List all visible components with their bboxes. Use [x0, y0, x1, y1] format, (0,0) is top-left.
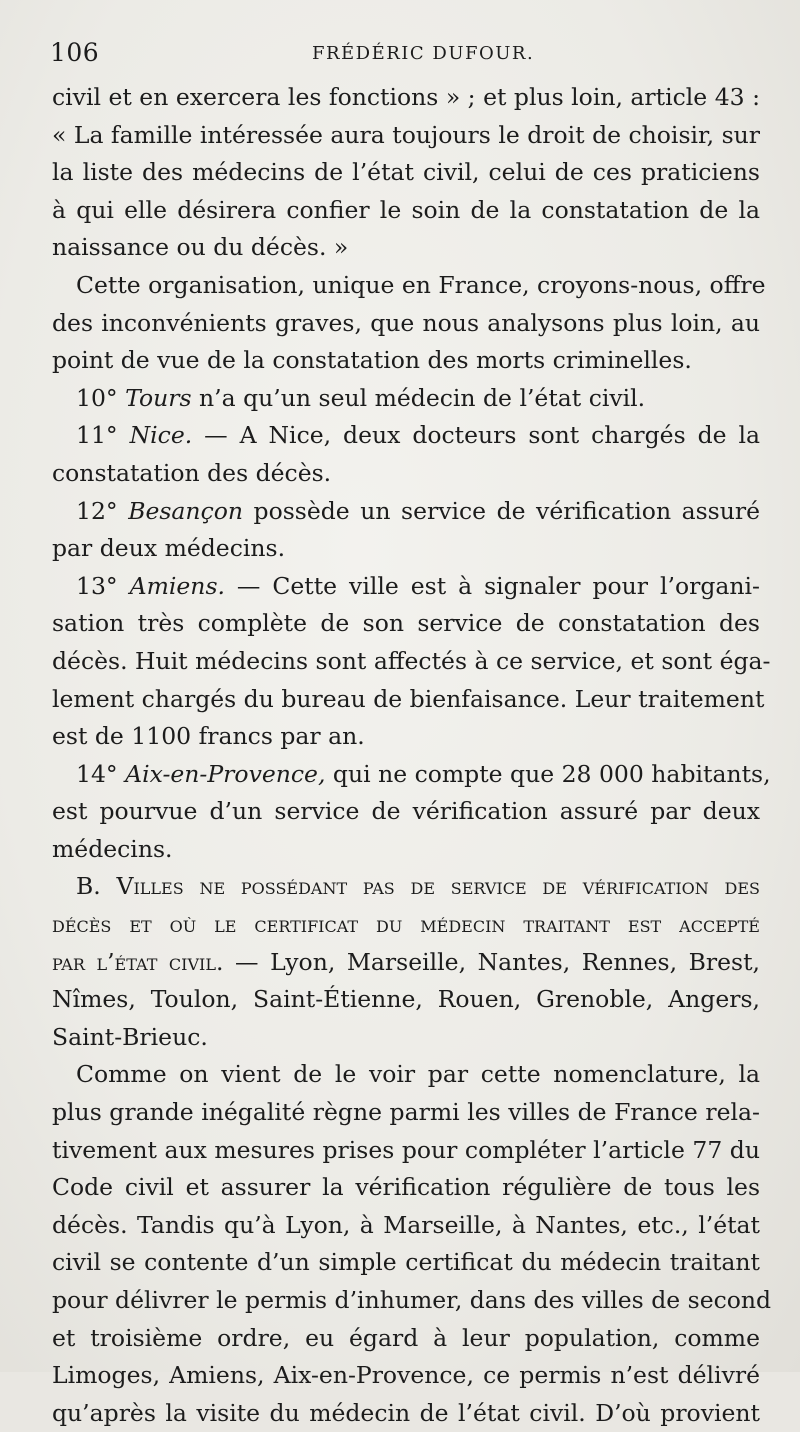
text-line: décès. Tandis qu’à Lyon, à Marseille, à Nantes, etc., l’état — [52, 1210, 760, 1239]
city-name: Nice. — [129, 421, 193, 450]
text-line: 13° Amiens. — Cette ville est à signaler pour l’organi- — [76, 571, 761, 600]
text-line: des inconvénients graves, que nous analysons plus loin, au — [52, 308, 760, 337]
text-line: « La famille intéressée aura toujours le droit de choisir, sur — [52, 120, 761, 149]
running-head: FRÉDÉRIC DUFOUR. — [312, 43, 535, 64]
text-line: par deux médecins. — [52, 534, 286, 563]
text-line: sation très complète de son service de constatation des — [52, 609, 760, 638]
city-name: Tours — [125, 383, 192, 412]
text-line: qu’après la visite du médecin de l’état civil. D’où provient — [52, 1398, 760, 1427]
text-line: 10° Tours n’a qu’un seul médecin de l’état civil. — [76, 383, 646, 412]
text-line: point de vue de la constatation des morts criminelles. — [52, 346, 692, 375]
text-line: médecins. — [52, 834, 173, 863]
text-line: civil et en exercera les fonctions » ; et plus loin, article 43 : — [52, 83, 760, 111]
text-line: civil se contente d’un simple certificat du médecin traitant — [52, 1248, 760, 1277]
text-line: Code civil et assurer la vérification régulière de tous les — [52, 1173, 760, 1202]
text-line: est pourvue d’un service de vérification assuré par deux — [52, 797, 760, 826]
text-line: naissance ou du décès. » — [52, 233, 349, 262]
page-header — [50, 38, 760, 74]
text-line: et troisième ordre, eu égard à leur population, comme — [52, 1323, 760, 1352]
text-line: 11° Nice. — A Nice, deux docteurs sont chargés de la — [76, 421, 760, 450]
text-line: par l’état civil. — Lyon, Marseille, Nantes, Rennes, Brest, — [52, 947, 760, 976]
city-name: Besançon — [128, 496, 244, 525]
city-name: Amiens. — [129, 571, 225, 600]
text-line: lement chargés du bureau de bienfaisance. Leur traitement — [52, 684, 765, 713]
text-line: à qui elle désirera confier le soin de la constatation de la — [52, 195, 760, 224]
text-line: 12° Besançon possède un service de vérification assuré — [76, 496, 761, 525]
text-line: tivement aux mesures prises pour compléter l’article 77 du — [52, 1135, 760, 1164]
section-heading-line — [52, 868, 760, 906]
list-number: 14° — [76, 759, 126, 788]
section-heading-line: décès et où le certificat du médecin traitant est accepté — [52, 910, 760, 939]
text-line: est de 1100 francs par an. — [52, 722, 365, 751]
section-heading: par l’état civil. — [52, 947, 224, 976]
city-name: Aix-en-Provence, — [125, 759, 326, 788]
text-line: plus grande inégalité règne parmi les villes de France rela- — [52, 1098, 760, 1127]
body-text — [52, 79, 772, 1432]
list-number: 10° — [76, 383, 126, 412]
text-line: Limoges, Amiens, Aix-en-Provence, ce permis n’est délivré — [52, 1361, 760, 1390]
text-line: décès. Huit médecins sont affectés à ce service, et sont éga- — [52, 646, 771, 675]
text-line: Nîmes, Toulon, Saint-Étienne, Rouen, Grenoble, Angers, — [52, 985, 760, 1014]
list-number: 11° — [76, 421, 130, 450]
page-number: 106 — [50, 38, 100, 67]
text-line: Cette organisation, unique en France, croyons-nous, offre — [76, 270, 766, 299]
text-line: pour délivrer le permis d’inhumer, dans des villes de second — [52, 1286, 772, 1314]
text-line: 14° Aix-en-Provence, qui ne compte que 28 000 habitants, — [76, 759, 771, 788]
list-number: 13° — [76, 571, 130, 600]
text-line: Saint-Brieuc. — [52, 1022, 208, 1051]
text-line: constatation des décès. — [52, 458, 332, 487]
list-number: 12° — [76, 496, 129, 525]
text-line: Comme on vient de le voir par cette nomenclature, la — [76, 1060, 760, 1089]
text-line: la liste des médecins de l’état civil, celui de ces praticiens — [52, 158, 760, 187]
section-heading: B. Villes ne possédant pas de service de vérification des — [76, 872, 760, 901]
